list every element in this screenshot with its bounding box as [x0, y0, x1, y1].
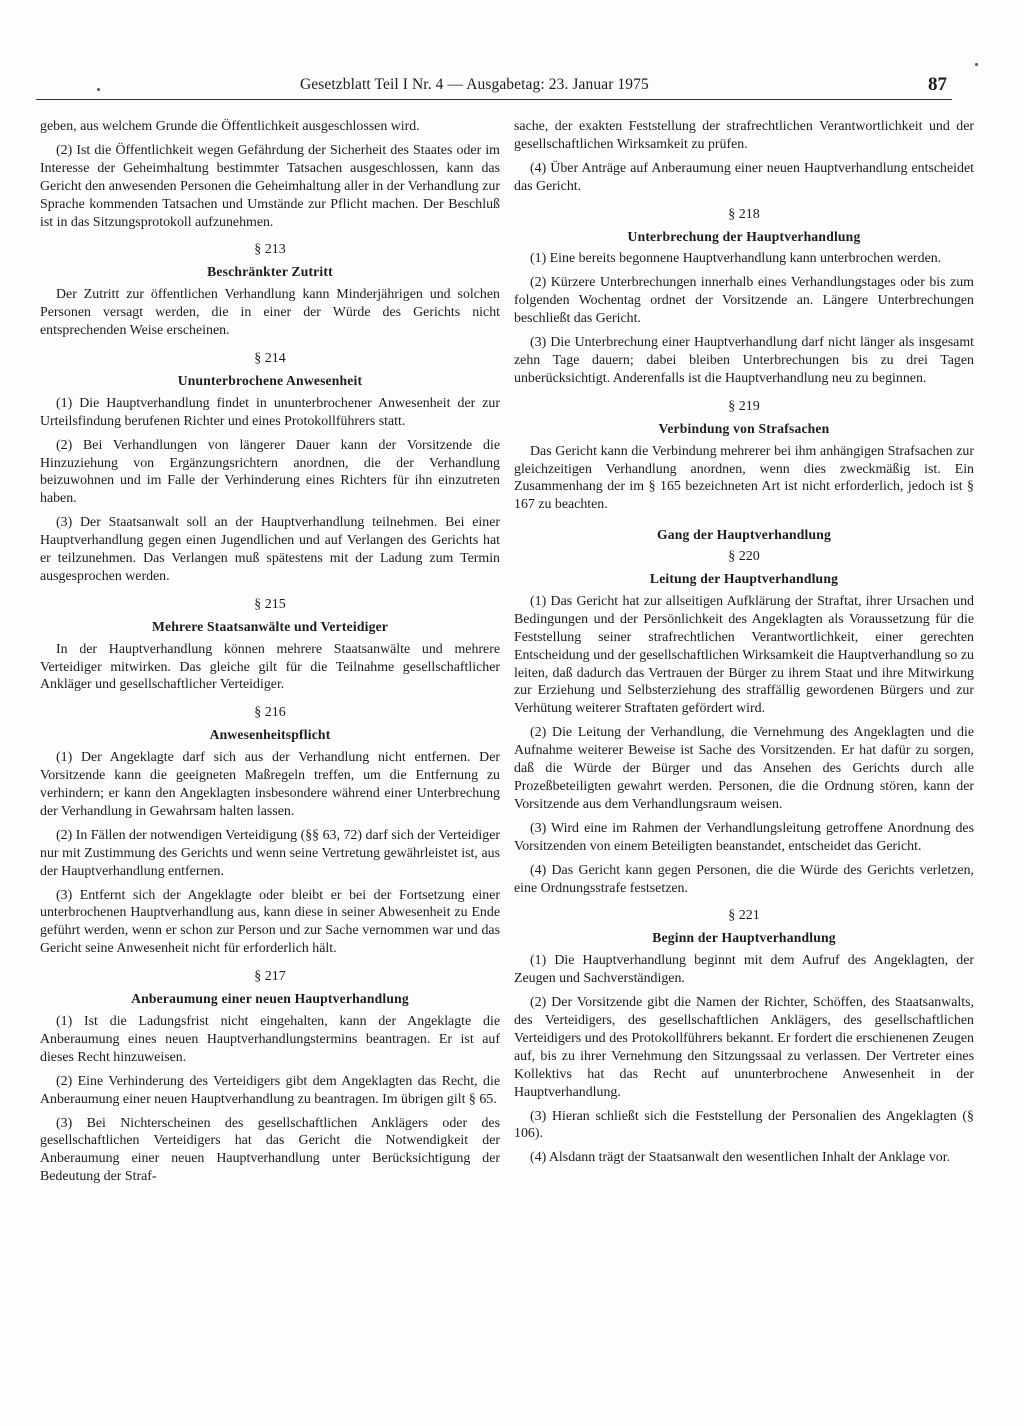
section-220: [514, 548, 974, 897]
paragraph: (3) Entfernt sich der Angeklagte oder bleibt er bei der Fortsetzung einer unterbrochenen Hauptverhandlung aus, kann diese in seiner Abwesenheit zu Ende geführt werden, wenn er schon zur Person und zur Sache vernommen war und das Gericht seine Anwesenheit nicht für erforderlich hält.: [40, 887, 500, 957]
header-rule: [36, 99, 952, 100]
paragraph: geben, aus welchem Grunde die Öffentlichkeit ausgeschlossen wird.: [40, 119, 420, 134]
paragraph: (3) Bei Nichterscheinen des gesellschaftlichen Anklägers oder des gesellschaftlichen Verteidigers hat das Gericht die Notwendigkeit der Anberaumung einer neuen Hauptverhandlung unter Berücksichtigung der Bedeutung der Straf-: [40, 1115, 500, 1185]
header-title: Gesetzblatt Teil I Nr. 4 — Ausgabetag: 23. Januar 1975: [300, 76, 649, 93]
paragraph: Der Zutritt zur öffentlichen Verhandlung kann Minderjährigen und solchen Personen versagt werden, die in einer der Würde des Gerichts nicht entsprechenden Weise erscheinen.: [40, 287, 500, 339]
section-217: [40, 968, 500, 1186]
section-number: § 214: [254, 350, 286, 366]
paragraph: (3) Wird eine im Rahmen der Verhandlungsleitung getroffene Anordnung des Vorsitzenden von einem Beteiligten beanstandet, entscheidet das Gericht.: [514, 820, 974, 854]
paragraph: In der Hauptverhandlung können mehrere Staatsanwälte und mehrere Verteidiger mitwirken. Das gleiche gilt für die Teilnahme gesellschaftlicher Ankläger und gesellschaftlicher Verteidiger.: [40, 641, 500, 693]
section-title: Anberaumung einer neuen Hauptverhandlung: [131, 991, 409, 1007]
paragraph: (4) Alsdann trägt der Staatsanwalt den wesentlichen Inhalt der Anklage vor.: [530, 1150, 951, 1166]
section-title: Leitung der Hauptverhandlung: [649, 571, 839, 587]
section-215: [40, 596, 500, 695]
group-title: Gang der Hauptverhandlung: [657, 527, 831, 543]
section-number: § 215: [254, 596, 286, 612]
section-title: Ununterbrochene Anwesenheit: [177, 372, 363, 388]
paragraph: (2) Ist die Öffentlichkeit wegen Gefährdung der Sicherheit des Staates oder im Interesse der Geheimhaltung bestimmter Tatsachen ausgeschlossen, kann das Gericht den anwesenden Personen die Geheimhaltung aller in der Verhandlung zur Sprache kommenden Tatsachen und Umstände zur Pflicht machen. Der Beschluß ist in das Sitzungsprotokoll aufzunehmen.: [40, 142, 500, 230]
section-title: Verbindung von Strafsachen: [658, 420, 830, 436]
paragraph: (1) Der Angeklagte darf sich aus der Verhandlung nicht entfernen. Der Vorsitzende kann die geeigneten Maßregeln treffen, um die Entfernung zu verhindern; er kann den Angeklagten insbesondere während einer Unterbrechung der Verhandlung in Gewahrsam halten lassen.: [40, 750, 500, 819]
paragraph: (1) Das Gericht hat zur allseitigen Aufklärung der Straftat, ihrer Ursachen und Bedingungen und der Persönlichkeit des Angeklagten als Voraussetzung für die Feststellung seiner strafrechtlichen Verantwortlichkeit, einer gerechten Entscheidung und der gesellschaftlichen Wirksamkeit die Hauptverhandlung so zu leiten, daß dadurch das Vertrauen der Bürger zu ihrem Staat und ihre Mitwirkung zur Erziehung und Selbsterziehung des straffällig gewordenen Bürgers und zur Verhütung weiterer Straftaten gefördert wird.: [514, 593, 974, 717]
paragraph: (2) Eine Verhinderung des Verteidigers gibt dem Angeklagten das Recht, die Anberaumung einer neuen Hauptverhandlung zu beantragen. Im übrigen gilt § 65.: [40, 1073, 500, 1107]
right-column: [514, 118, 974, 1173]
section-218: [514, 206, 974, 388]
section-221: [514, 907, 974, 1167]
paragraph: (2) Kürzere Unterbrechungen innerhalb eines Verhandlungstages oder bis zum folgenden Wochentag ordnet der Vorsitzende an. Längere Unterbrechungen beschließt das Gericht.: [514, 275, 974, 327]
section-213: [40, 241, 500, 340]
section-number: § 213: [254, 242, 286, 258]
paragraph: (1) Ist die Ladungsfrist nicht eingehalten, kann der Angeklagte die Anberaumung eines neuen Hauptverhandlungstermins beantragen. Er ist auf dieses Recht hinzuweisen.: [40, 1013, 500, 1065]
section-214: [40, 350, 500, 586]
section-219: [514, 398, 974, 514]
paragraph: (4) Das Gericht kann gegen Personen, die die Würde des Gerichts verletzen, eine Ordnungsstrafe festsetzen.: [514, 862, 974, 896]
paragraph: (2) Bei Verhandlungen von längerer Dauer kann der Vorsitzende die Hinzuziehung von Ergänzungsrichtern anordnen, die der Verhandlung beizuwohnen und im Falle der Verhinderung eines Richters für ihn einzutreten haben.: [40, 437, 500, 507]
paragraph: (3) Die Unterbrechung einer Hauptverhandlung darf nicht länger als insgesamt zehn Tage dauern; dabei bleiben Unterbrechungen bis zu drei Tagen unberücksichtigt. Anderenfalls ist die Hauptverhandlung neu zu beginnen.: [514, 335, 974, 386]
section-title: Anwesenheitspflicht: [209, 727, 331, 743]
section-number: § 218: [728, 206, 760, 222]
print-speck: [975, 63, 978, 66]
page-number: 87: [928, 74, 947, 95]
paragraph: (4) Über Anträge auf Anberaumung einer neuen Hauptverhandlung entscheidet das Gericht.: [514, 160, 974, 194]
paragraph: (1) Die Hauptverhandlung findet in ununterbrochener Anwesenheit der zur Urteilsfindung berufenen Richter und eines Protokollführers statt.: [40, 395, 500, 429]
left-column: [40, 118, 500, 1192]
section-number: § 217: [254, 969, 286, 985]
paragraph: (2) Der Vorsitzende gibt die Namen der Richter, Schöffen, des Staatsanwalts, des Verteidigers, des gesellschaftlichen Anklägers, des gesellschaftlichen Verteidigers und des Protokollführers bekannt. Er fordert die erschienenen Zeugen auf, bis zu ihrer Vernehmung den Sitzungssaal zu verlassen. Der Vertreter eines Kollektivs hat das Recht auf ununterbrochene Anwesenheit in der Hauptverhandlung.: [514, 995, 974, 1100]
paragraph: (3) Der Staatsanwalt soll an der Hauptverhandlung teilnehmen. Bei einer Hauptverhandlung gegen einen Jugendlichen und auf Verlangen des Gerichts hat er teilzunehmen. Das Verlangen muß spätestens mit der Ladung zum Termin ausgesprochen werden.: [40, 515, 500, 584]
paragraph: (3) Hieran schließt sich die Feststellung der Personalien des Angeklagten (§ 106).: [514, 1108, 974, 1142]
paragraph: Das Gericht kann die Verbindung mehrerer bei ihm anhängigen Strafsachen zur gleichzeitigen Verhandlung anordnen, wenn dies zweckmäßig ist. Ein Zusammenhang der im § 165 bezeichneten Art ist nicht erforderlich, jedoch ist § 167 zu beachten.: [514, 443, 974, 513]
section-title: Beschränkter Zutritt: [207, 264, 333, 280]
page-header: [0, 72, 1024, 102]
section-number: § 216: [254, 705, 286, 721]
section-number: § 219: [728, 398, 760, 414]
section-title: Unterbrechung der Hauptverhandlung: [627, 228, 861, 244]
paragraph: sache, der exakten Feststellung der strafrechtlichen Verantwortlichkeit und der gesellschaftlichen Wirksamkeit zu prüfen.: [514, 119, 974, 152]
paragraph: (1) Eine bereits begonnene Hauptverhandlung kann unterbrochen werden.: [530, 251, 942, 267]
section-216: [40, 704, 500, 958]
section-title: Mehrere Staatsanwälte und Verteidiger: [151, 618, 389, 634]
section-title: Beginn der Hauptverhandlung: [652, 930, 836, 946]
section-number: § 220: [728, 549, 760, 565]
paragraph: (1) Die Hauptverhandlung beginnt mit dem Aufruf des Angeklagten, der Zeugen und Sachverständigen.: [514, 953, 974, 987]
section-number: § 221: [728, 908, 760, 924]
paragraph: (2) Die Leitung der Verhandlung, die Vernehmung des Angeklagten und die Aufnahme weiterer Beweise ist Sache des Vorsitzenden. Er hat dafür zu sorgen, daß die Würde der Bürger und das Ansehen des Gerichts durch alle Prozeßbeteiligten gewahrt werden. Personen, die die Ordnung stören, kann der Vorsitzende aus dem Verhandlungsraum weisen.: [514, 725, 974, 812]
paragraph: (2) In Fällen der notwendigen Verteidigung (§§ 63, 72) darf sich der Verteidiger nur mit Zustimmung des Gerichts und wenn seine Vertretung gewährleistet ist, aus der Hauptverhandlung entfernen.: [40, 827, 500, 879]
